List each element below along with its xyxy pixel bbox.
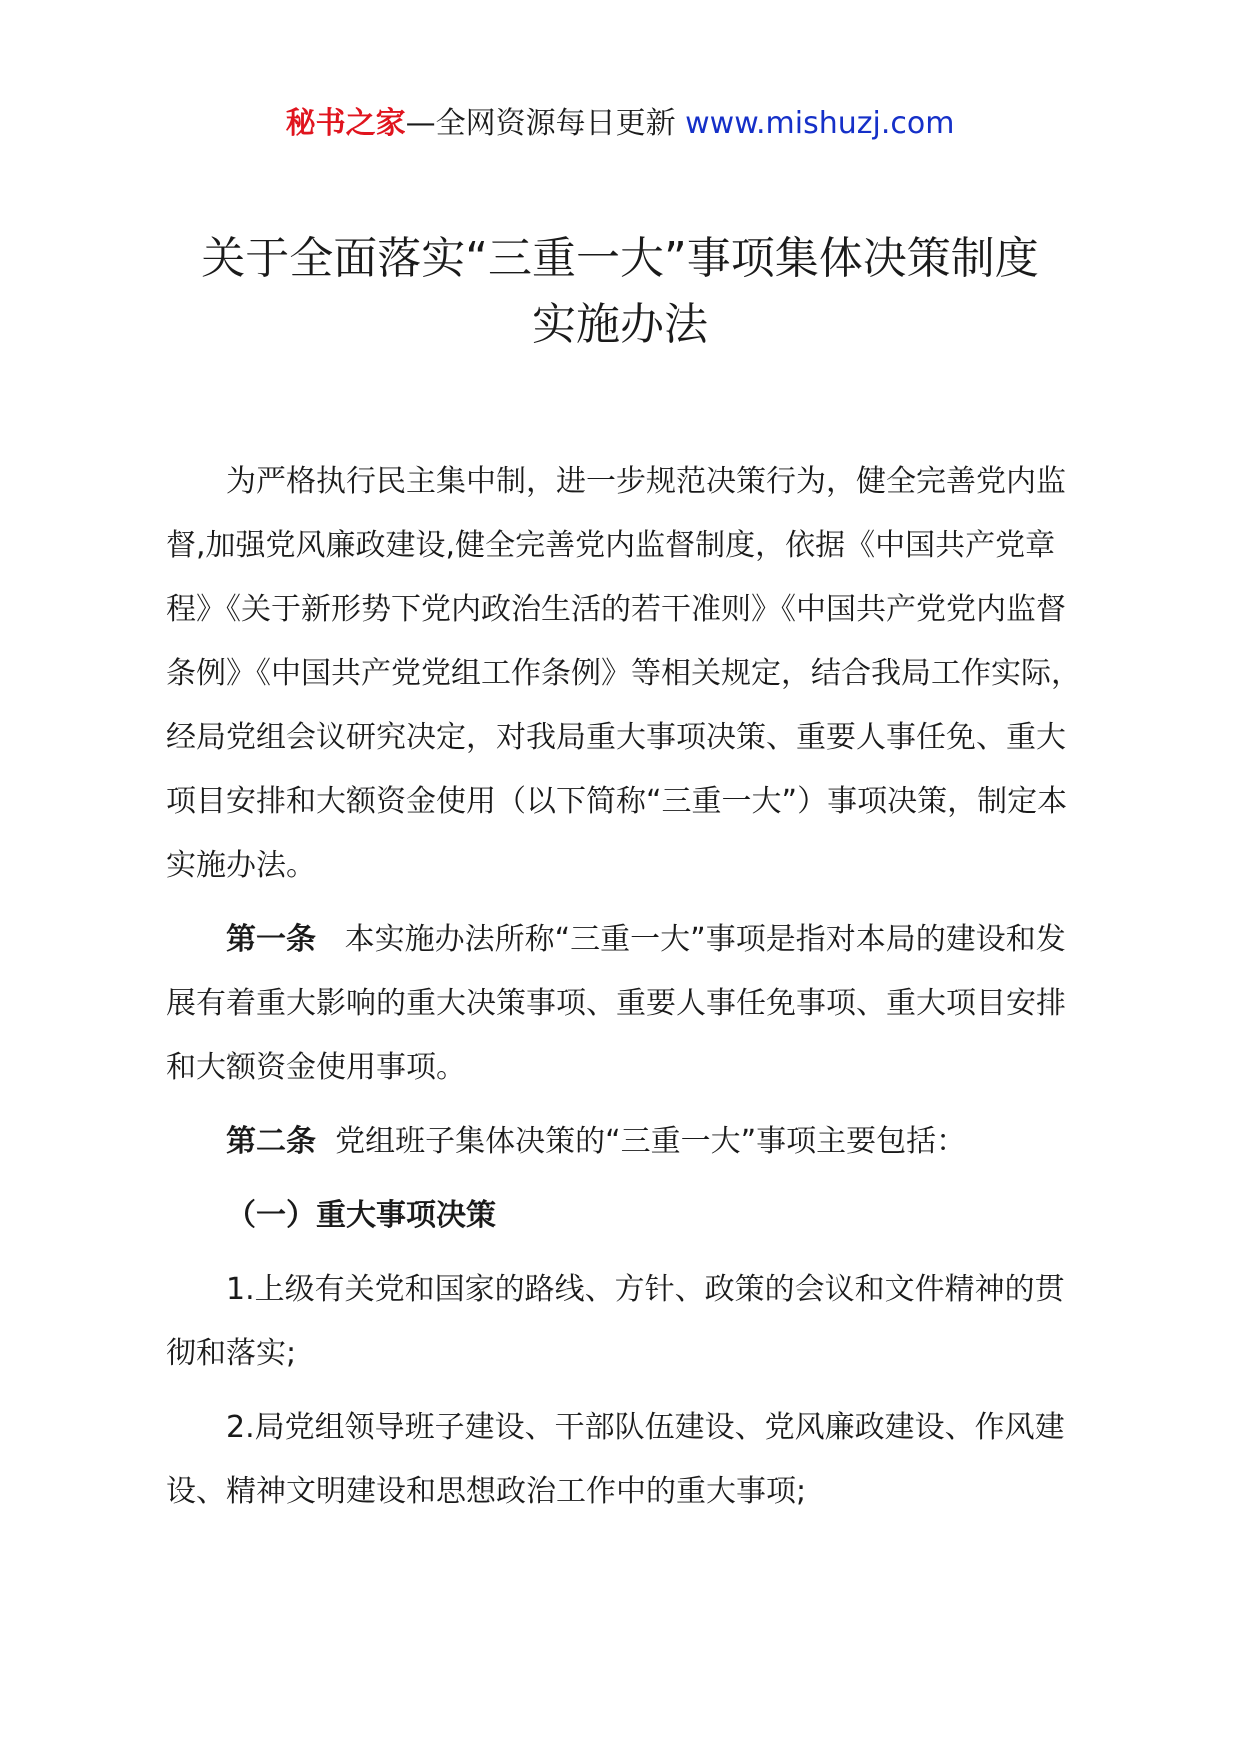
- list-item: 2.局党组领导班子建设、干部队伍建设、党风廉政建设、作风建设、精神文明建设和思想政治工作中的重大事项;: [166, 1410, 1065, 1509]
- brand-name: 秘书之家: [285, 106, 406, 141]
- article-2-text: 党组班子集体决策的“三重一大”事项主要包括：: [335, 1124, 967, 1159]
- list-item: 1.上级有关党和国家的路线、方针、政策的会议和文件精神的贯彻和落实;: [166, 1272, 1065, 1371]
- site-url-link[interactable]: www.mishuzj.com: [685, 106, 955, 141]
- article-1: [166, 908, 1086, 1100]
- document-body: [166, 450, 1086, 1524]
- header-slogan: —全网资源每日更新: [405, 106, 676, 141]
- title-line-2: 实施办法: [532, 299, 708, 350]
- article-1-text: 本实施办法所称“三重一大”事项是指对本局的建设和发展有着重大影响的重大决策事项、重要人事任免事项、重大项目安排和大额资金使用事项。: [166, 922, 1066, 1085]
- article-2: [166, 1110, 1086, 1174]
- article-2-label: 第二条: [226, 1124, 316, 1159]
- document-title: [0, 226, 1240, 358]
- title-line-1: 关于全面落实“三重一大”事项集体决策制度: [201, 233, 1039, 284]
- page-header: [0, 102, 1240, 146]
- section-1-heading: （一）重大事项决策: [226, 1198, 496, 1233]
- article-1-label: 第一条: [226, 922, 316, 957]
- intro-paragraph: 为严格执行民主集中制，进一步规范决策行为，健全完善党内监督,加强党风廉政建设,健全完善党内监督制度，依据《中国共产党章程》《关于新形势下党内政治生活的若干准则》《中国共产党党内监督条例》《中国共产党党组工作条例》等相关规定，结合我局工作实际，经局党组会议研究决定，对我局重大事项决策、重要人事任免、重大项目安排和大额资金使用（以下简称“三重一大”）事项决策，制定本实施办法。: [166, 464, 1081, 883]
